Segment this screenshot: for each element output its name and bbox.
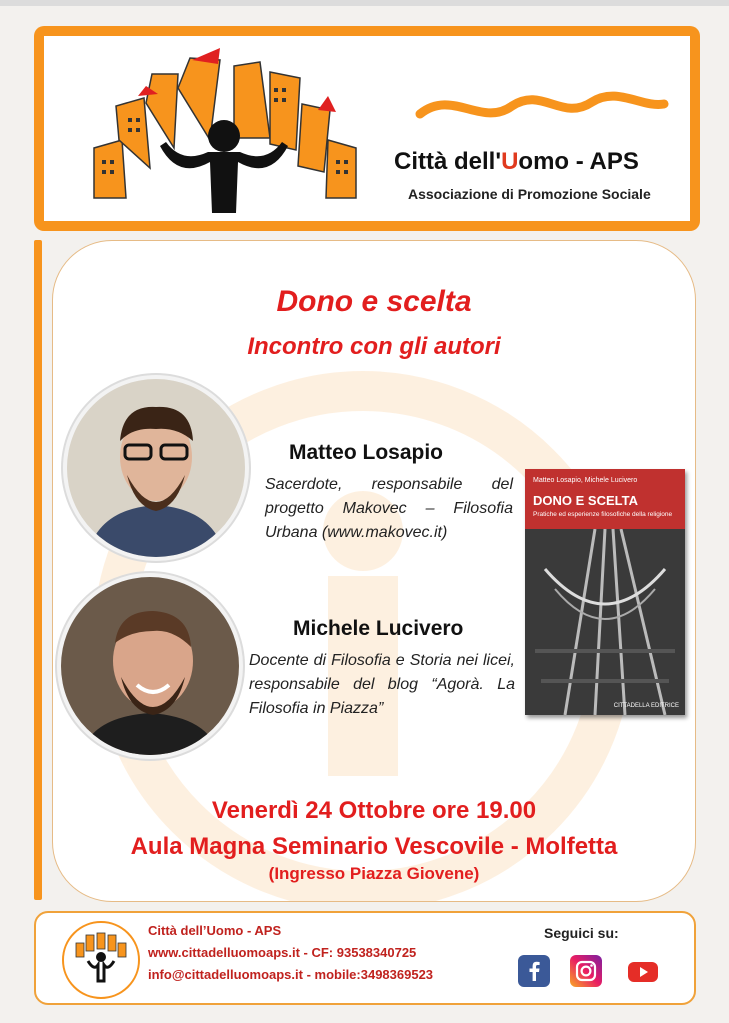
speaker-description-losapio: Sacerdote, responsabile del progetto Makovec – Filosofia Urbana (www.makovec.it) xyxy=(265,476,513,541)
footer-box xyxy=(34,911,696,1005)
left-accent-bar xyxy=(34,240,42,900)
railway-tracks-image xyxy=(525,529,685,715)
event-date-time: Venerdì 24 Ottobre ore 19.00 xyxy=(211,797,537,824)
decorative-brush-stroke xyxy=(412,78,672,133)
facebook-icon[interactable] xyxy=(518,955,550,987)
header-banner xyxy=(34,26,700,231)
book-cover xyxy=(525,469,685,715)
speaker-photo-losapio xyxy=(67,379,245,557)
footer-logo xyxy=(62,921,140,999)
footer-website-cf[interactable]: www.cittadelluomoaps.it - CF: 93538340725 xyxy=(148,945,417,960)
speaker-description-lucivero: Docente di Filosofia e Storia nei licei, responsabile del blog “Agorà. La Filosofia in Piazza” xyxy=(249,652,515,717)
book-publisher: CITTADELLA EDITRICE xyxy=(613,703,679,709)
event-subtitle: Incontro con gli autori xyxy=(247,333,501,360)
person-photo-icon xyxy=(61,577,239,755)
footer-org-name: Città dell’Uomo - APS xyxy=(148,923,282,938)
citta-dell-uomo-small-logo xyxy=(64,923,138,997)
book-cover-band xyxy=(525,469,685,529)
citta-dell-uomo-logo xyxy=(74,48,374,213)
event-panel xyxy=(52,240,696,902)
speaker-photo-lucivero xyxy=(61,577,239,755)
book-title: DONO E SCELTA xyxy=(533,493,638,508)
instagram-icon[interactable] xyxy=(570,955,602,987)
org-subtitle: Associazione di Promozione Sociale xyxy=(408,186,651,202)
event-venue: Aula Magna Seminario Vescovile - Molfetta xyxy=(130,833,618,860)
book-authors: Matteo Losapio, Michele Lucivero xyxy=(533,477,638,484)
header-inner xyxy=(44,36,690,221)
speaker-name-losapio: Matteo Losapio xyxy=(289,441,444,464)
person-photo-icon xyxy=(67,379,245,557)
footer-email-mobile[interactable]: info@cittadelluomoaps.it - mobile:3498369523 xyxy=(148,967,434,982)
top-divider xyxy=(0,0,729,6)
book-subtitle: Pratiche ed esperienze filosofiche della religione xyxy=(533,511,673,518)
follow-label: Seguici su: xyxy=(544,925,619,941)
org-title: Città dell'Uomo - APS xyxy=(394,148,639,175)
event-entrance: (Ingresso Piazza Giovene) xyxy=(268,864,480,883)
speaker-name-lucivero: Michele Lucivero xyxy=(293,617,464,640)
event-title: Dono e scelta xyxy=(276,285,472,318)
youtube-icon[interactable] xyxy=(626,955,658,987)
